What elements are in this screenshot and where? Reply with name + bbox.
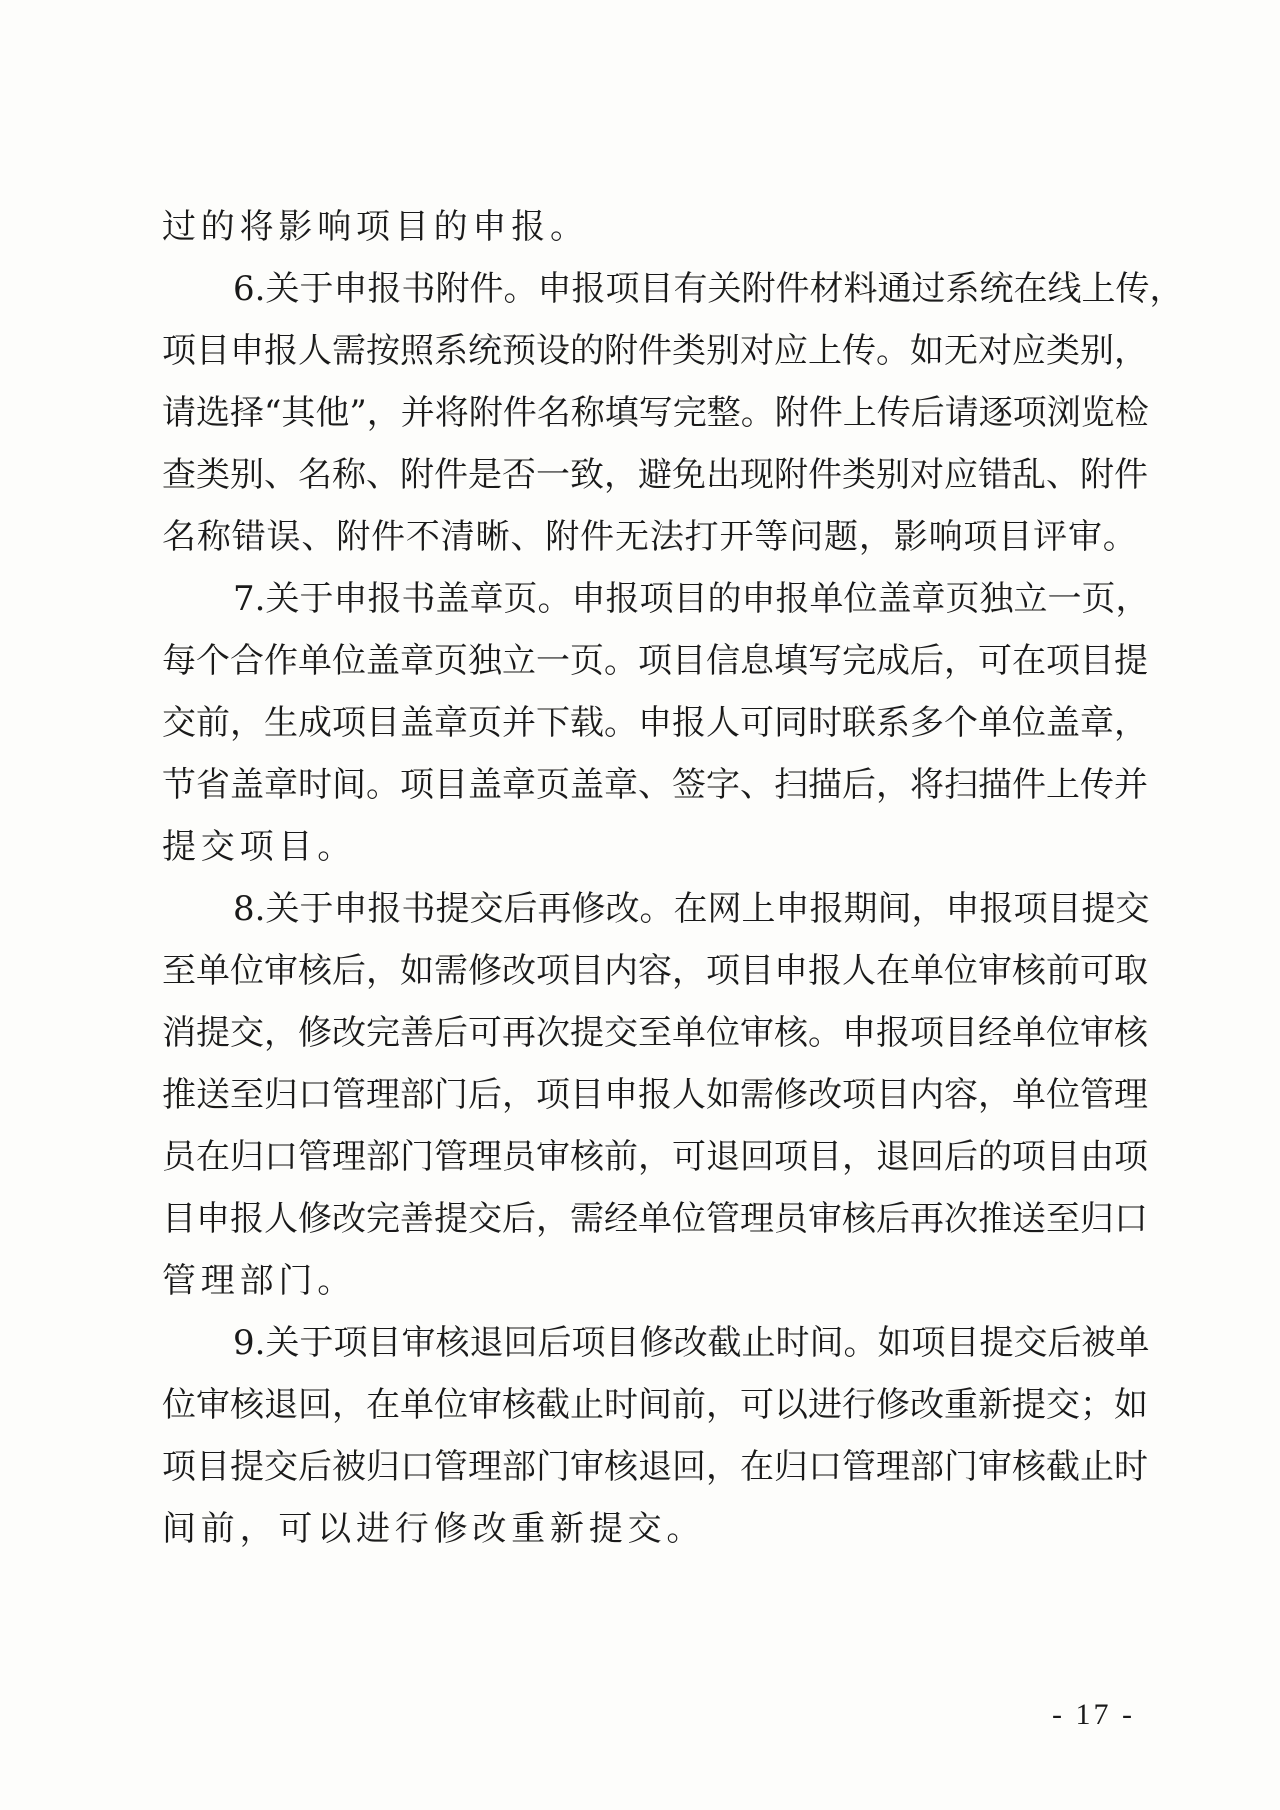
text-line: 交 前 ， 生 成 项 目 盖 章 页 并 下 载 。 申 报 人 可 同 时 联 系 多 个 单 位 盖 章 ， <box>162 703 1148 743</box>
text-line: 项 目 提 交 后 被 归 口 管 理 部 门 审 核 退 回 ， 在 归 口 管 理 部 门 审 核 截 止 时 <box>162 1447 1148 1487</box>
text-line: 提交项目。 <box>162 827 356 867</box>
text-line: 管理部门。 <box>162 1261 356 1301</box>
text-line: 8 . 关 于 申 报 书 提 交 后 再 修 改 。 在 网 上 申 报 期 间 ， 申 报 项 目 提 交 <box>233 889 1150 929</box>
text-line: 消 提 交 ， 修 改 完 善 后 可 再 次 提 交 至 单 位 审 核 。 申 报 项 目 经 单 位 审 核 <box>162 1013 1148 1053</box>
page-number: - 17 - <box>1052 1698 1135 1731</box>
text-line: 目 申 报 人 修 改 完 善 提 交 后 ， 需 经 单 位 管 理 员 审 核 后 再 次 推 送 至 归 口 <box>162 1199 1148 1239</box>
text-line: 过的将影响项目的申报。 <box>162 207 589 247</box>
text-line: 7 . 关 于 申 报 书 盖 章 页 。 申 报 项 目 的 申 报 单 位 盖 章 页 独 立 一 页 ， <box>233 579 1150 619</box>
text-line: 位 审 核 退 回 ， 在 单 位 审 核 截 止 时 间 前 ， 可 以 进 行 修 改 重 新 提 交 ； 如 <box>162 1385 1148 1425</box>
text-line: 员 在 归 口 管 理 部 门 管 理 员 审 核 前 ， 可 退 回 项 目 ， 退 回 后 的 项 目 由 项 <box>162 1137 1148 1177</box>
text-line: 间前，可以进行修改重新提交。 <box>162 1509 706 1549</box>
text-line: 9 . 关 于 项 目 审 核 退 回 后 项 目 修 改 截 止 时 间 。 如 项 目 提 交 后 被 单 <box>233 1323 1150 1363</box>
text-line: 请 选 择 “ 其 他 ” ， 并 将 附 件 名 称 填 写 完 整 。 附 件 上 传 后 请 逐 项 浏 览 检 <box>162 393 1149 433</box>
text-line: 名 称 错 误 、 附 件 不 清 晰 、 附 件 无 法 打 开 等 问 题 ， 影 响 项 目 评 审 。 <box>162 517 1137 557</box>
text-line: 查 类 别 、 名 称 、 附 件 是 否 一 致 ， 避 免 出 现 附 件 类 别 对 应 错 乱 、 附 件 <box>162 455 1148 495</box>
text-line: 推 送 至 归 口 管 理 部 门 后 ， 项 目 申 报 人 如 需 修 改 项 目 内 容 ， 单 位 管 理 <box>162 1075 1148 1115</box>
document-body <box>162 196 1184 1560</box>
text-line: 每 个 合 作 单 位 盖 章 页 独 立 一 页 。 项 目 信 息 填 写 完 成 后 ， 可 在 项 目 提 <box>162 641 1148 681</box>
text-line: 节 省 盖 章 时 间 。 项 目 盖 章 页 盖 章 、 签 字 、 扫 描 后 ， 将 扫 描 件 上 传 并 <box>162 765 1148 805</box>
text-line: 项 目 申 报 人 需 按 照 系 统 预 设 的 附 件 类 别 对 应 上 传 。 如 无 对 应 类 别 ， <box>162 331 1148 371</box>
text-line: 6 . 关 于 申 报 书 附 件 。 申 报 项 目 有 关 附 件 材 料 通 过 系 统 在 线 上 传 ， <box>233 269 1184 309</box>
text-line: 至 单 位 审 核 后 ， 如 需 修 改 项 目 内 容 ， 项 目 申 报 人 在 单 位 审 核 前 可 取 <box>162 951 1148 991</box>
